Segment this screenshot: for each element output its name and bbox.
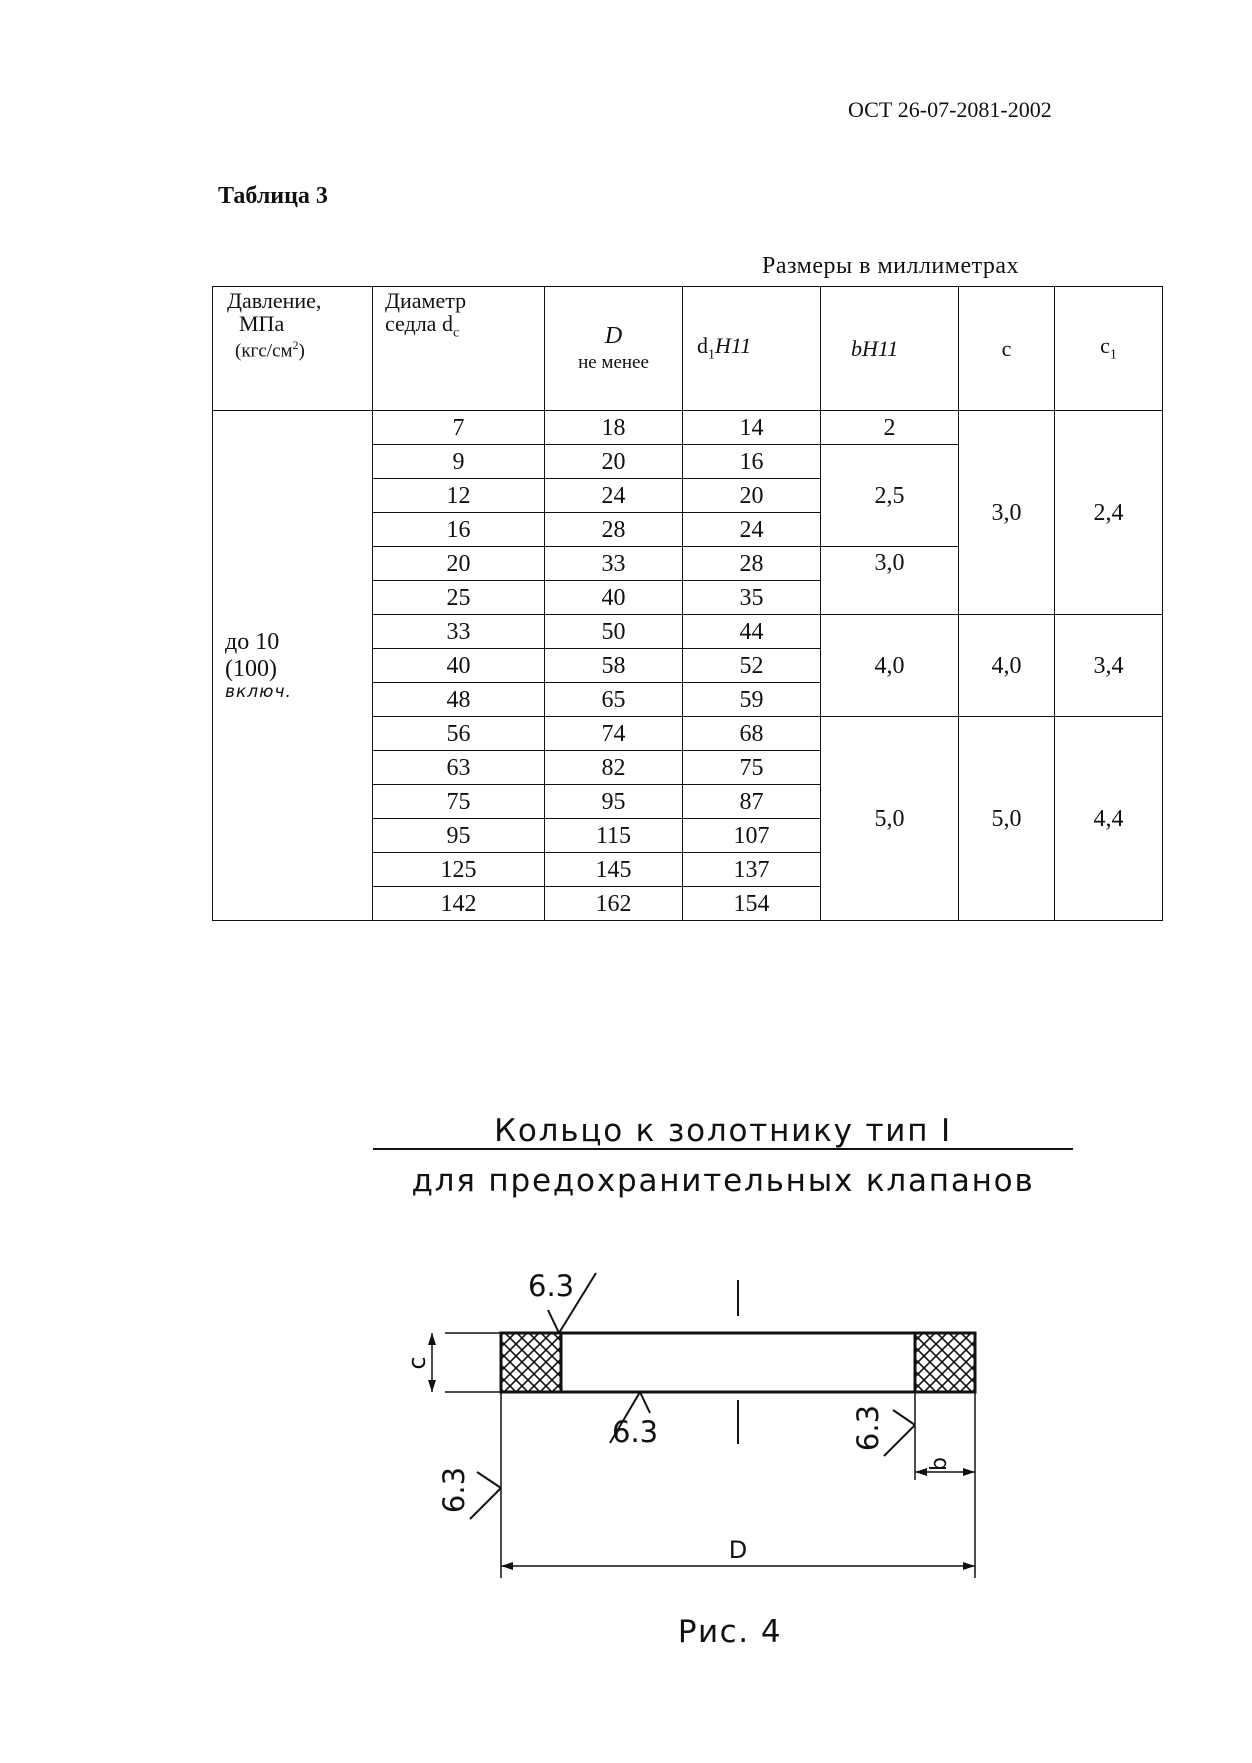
- figure-title-line2: для предохранительных клапанов: [411, 1163, 1035, 1199]
- cell-dc: 125: [373, 853, 545, 887]
- cell-dc: 25: [373, 581, 545, 615]
- cell-D: 24: [545, 479, 683, 513]
- cell-dc: 9: [373, 445, 545, 479]
- cell-dc: 142: [373, 887, 545, 921]
- header-seat-label: седла d: [385, 311, 453, 337]
- dimension-c: [403, 1333, 501, 1392]
- cell-D: 82: [545, 751, 683, 785]
- ring-section-right: [915, 1333, 975, 1392]
- header-d1-tolerance: H11: [715, 332, 752, 358]
- cell-dc: 16: [373, 513, 545, 547]
- dimension-b-label: b: [927, 1457, 952, 1471]
- cell-d1: 24: [683, 513, 821, 547]
- cell-d1: 87: [683, 785, 821, 819]
- cell-c: 5,0: [959, 717, 1055, 921]
- header-pressure-unit: (кгс/см: [235, 340, 293, 362]
- header-pressure-close: ): [298, 340, 305, 362]
- dimension-D-label: D: [728, 1536, 748, 1564]
- pressure-value-handwritten: включ.: [225, 681, 292, 702]
- cell-b: 5,0: [821, 717, 959, 921]
- cell-D: 33: [545, 547, 683, 581]
- cell-D: 145: [545, 853, 683, 887]
- cell-d1: 20: [683, 479, 821, 513]
- cell-D: 18: [545, 411, 683, 445]
- ring-outline: [501, 1333, 975, 1392]
- cell-D: 74: [545, 717, 683, 751]
- cell-d1: 52: [683, 649, 821, 683]
- header-seat-sub: c: [452, 325, 460, 341]
- roughness-mark-right: [851, 1405, 915, 1456]
- header-c1-sub: 1: [1109, 347, 1117, 363]
- cell-D: 40: [545, 581, 683, 615]
- roughness-top-value: 6.3: [528, 1269, 575, 1303]
- header-seat-line1: Диаметр: [385, 288, 467, 313]
- cell-dc: 12: [373, 479, 545, 513]
- cell-D: 65: [545, 683, 683, 717]
- cell-dc: 75: [373, 785, 545, 819]
- cell-dc: 63: [373, 751, 545, 785]
- cell-d1: 14: [683, 411, 821, 445]
- cell-c: 3,0: [959, 411, 1055, 615]
- cell-D: 95: [545, 785, 683, 819]
- roughness-mark-top: [528, 1269, 596, 1333]
- header-d1-sub: 1: [708, 347, 715, 363]
- figure-title-line1: Кольцо к золотнику тип I: [494, 1113, 952, 1149]
- ring-section-left: [501, 1333, 561, 1392]
- cell-d1: 68: [683, 717, 821, 751]
- roughness-bottom-value: 6.3: [612, 1415, 659, 1449]
- cell-D: 115: [545, 819, 683, 853]
- header-c: c: [959, 287, 1055, 411]
- cell-c: 4,0: [959, 615, 1055, 717]
- cell-d1: 16: [683, 445, 821, 479]
- cell-b: 2: [821, 411, 959, 445]
- cell-D: 162: [545, 887, 683, 921]
- cell-dc: 56: [373, 717, 545, 751]
- cell-dc: 95: [373, 819, 545, 853]
- cell-d1: 59: [683, 683, 821, 717]
- roughness-left-value: 6.3: [437, 1466, 471, 1514]
- cell-b: 2,5: [821, 445, 959, 547]
- cell-c1: 2,4: [1055, 411, 1163, 615]
- cell-dc: 20: [373, 547, 545, 581]
- cell-D: 50: [545, 615, 683, 649]
- cell-d1: 28: [683, 547, 821, 581]
- roughness-mark-left: [437, 1467, 501, 1519]
- roughness-right-value: 6.3: [851, 1404, 885, 1452]
- header-d1-symbol: d: [697, 332, 708, 358]
- cell-D: 20: [545, 445, 683, 479]
- cell-c1: 4,4: [1055, 717, 1163, 921]
- header-D-symbol: D: [604, 322, 623, 349]
- cell-d1: 75: [683, 751, 821, 785]
- dimension-c-label: c: [403, 1356, 431, 1370]
- document-code: ОСТ 26-07-2081-2002: [848, 97, 1052, 122]
- cell-dc: 33: [373, 615, 545, 649]
- header-c1-symbol: c: [1100, 332, 1110, 358]
- cell-dc: 40: [373, 649, 545, 683]
- cell-dc: 48: [373, 683, 545, 717]
- cell-d1: 44: [683, 615, 821, 649]
- header-pressure-sup: 2: [292, 338, 299, 353]
- roughness-mark-bottom: [610, 1392, 658, 1449]
- units-note: Размеры в миллиметрах: [762, 253, 1020, 279]
- cell-c1: 3,4: [1055, 615, 1163, 717]
- cell-d1: 137: [683, 853, 821, 887]
- dimension-b: [915, 1392, 975, 1578]
- header-b: bH11: [821, 287, 959, 411]
- cell-D: 28: [545, 513, 683, 547]
- pressure-value-line1: до 10: [225, 629, 280, 656]
- cell-d1: 107: [683, 819, 821, 853]
- cell-dc: 7: [373, 411, 545, 445]
- cell-b: 3,0: [821, 547, 959, 615]
- cell-D: 58: [545, 649, 683, 683]
- cell-b: 4,0: [821, 615, 959, 717]
- figure-caption: Рис. 4: [677, 1614, 783, 1650]
- table-caption: Таблица 3: [218, 183, 328, 209]
- pressure-value-line2: (100): [225, 655, 277, 682]
- header-pressure-line2: МПа: [239, 311, 285, 337]
- cell-d1: 35: [683, 581, 821, 615]
- cell-d1: 154: [683, 887, 821, 921]
- header-D-note: не менее: [578, 352, 649, 374]
- header-pressure-line1: Давление,: [227, 288, 322, 313]
